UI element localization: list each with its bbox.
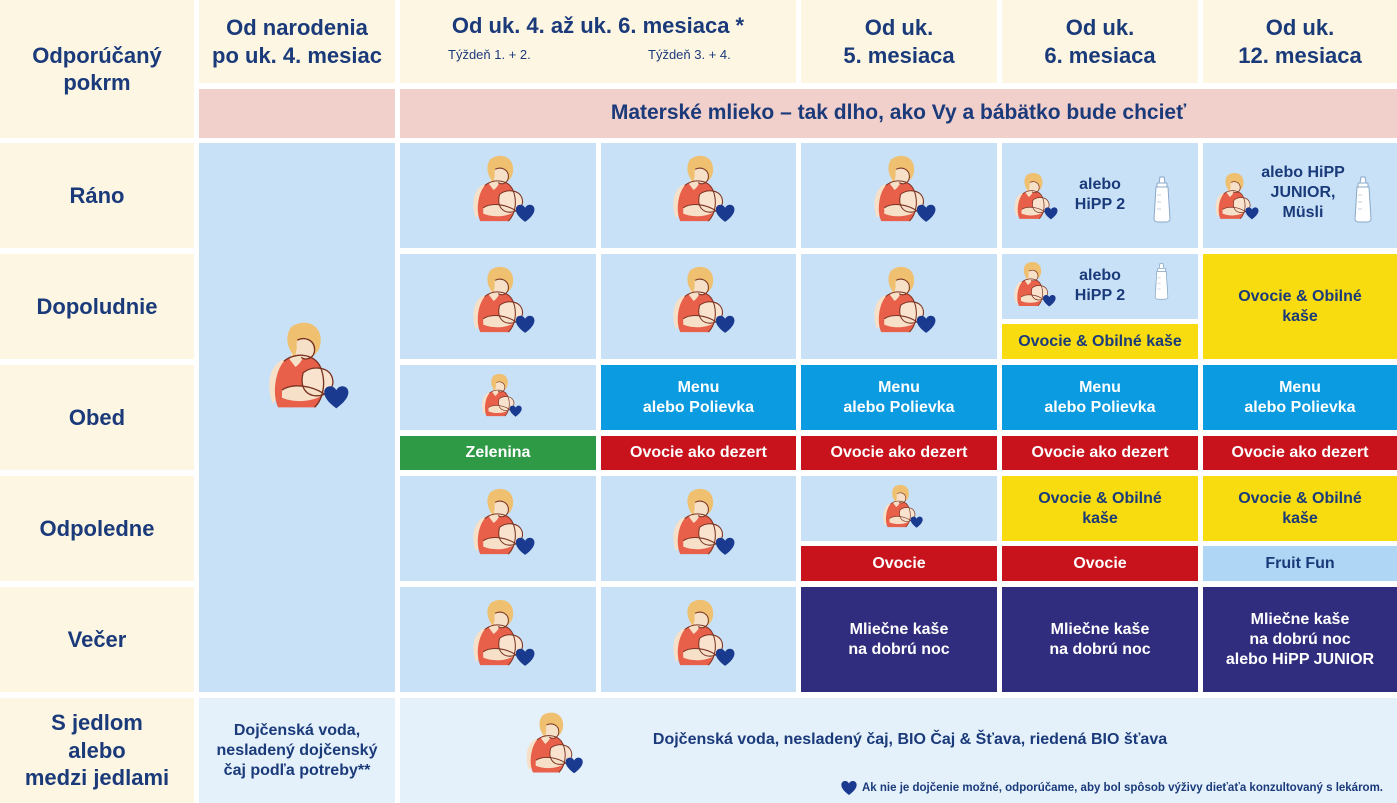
birth-drinks-cell: [199, 698, 395, 803]
row-label-odpoledne: [0, 476, 194, 581]
obed-w34-menu-text: Menu alebo Polievka: [642, 378, 755, 416]
breastfeeding-mother-icon: [1008, 171, 1060, 229]
rano-m12-cell: [1203, 143, 1397, 248]
vecer-m12-milk-porridge-cell: [1203, 587, 1397, 692]
odpoledne-m5-fruit-text: Ovocie: [872, 554, 926, 572]
rano-w34-cell: [601, 143, 796, 248]
baby-bottle-icon: [1351, 175, 1375, 229]
vecer-m5-milk-porridge-cell: [801, 587, 997, 692]
breastfeeding-mother-icon: [664, 264, 738, 344]
odpoledne-m5-top-cell: [801, 476, 997, 541]
col-header-12: [1203, 0, 1397, 83]
breastfeeding-mother-icon: [464, 597, 538, 677]
vecer-m5-milk-porridge-text: Mliečne kaše na dobrú noc: [848, 620, 950, 658]
corner-header: [0, 0, 194, 138]
dopoludnie-m6-fruit-cereal-text: Ovocie & Obilné kaše: [1018, 332, 1182, 350]
col-header-birth: [199, 0, 395, 83]
row-label-vecer-text: Večer: [67, 626, 127, 652]
week-1-2-label: Týždeň 1. + 2.: [448, 47, 531, 62]
row-label-dopoludnie: [0, 254, 194, 359]
obed-m12-dessert-cell: [1203, 436, 1397, 470]
obed-w12-vegetable-text: Zelenina: [465, 444, 531, 461]
breastfeeding-mother-icon: [664, 597, 738, 677]
breastfeeding-mother-icon: [877, 483, 925, 537]
odpoledne-w12-cell: [400, 476, 596, 581]
breastfeeding-mother-icon: [1008, 260, 1058, 316]
row-label-vecer: [0, 587, 194, 692]
col-header-5: [801, 0, 997, 83]
rano-m12-text: alebo HiPP JUNIOR, Müsli: [1261, 164, 1345, 221]
odpoledne-m12-fruit-fun-text: Fruit Fun: [1265, 554, 1335, 572]
breastfeeding-mother-icon: [865, 264, 939, 344]
baby-bottle-icon: [1152, 262, 1171, 306]
rano-m6-text: alebo HiPP 2: [1074, 176, 1126, 213]
breastfeeding-mother-icon: [664, 486, 738, 566]
obed-m6-menu-cell: [1002, 365, 1198, 430]
obed-w34-dessert-cell: [601, 436, 796, 470]
dopoludnie-m6-fruit-cereal-cell: [1002, 324, 1198, 359]
odpoledne-m5-fruit-cell: [801, 546, 997, 581]
obed-m5-dessert-cell: [801, 436, 997, 470]
breastfeeding-mother-icon: [257, 319, 353, 421]
obed-m12-menu-cell: [1203, 365, 1397, 430]
dopoludnie-w34-cell: [601, 254, 796, 359]
obed-m5-dessert-text: Ovocie ako dezert: [830, 444, 968, 461]
obed-w12-top-cell: [400, 365, 596, 430]
dopoludnie-m12-fruit-cereal-text: Ovocie & Obilné kaše: [1238, 287, 1362, 325]
breastfeeding-mother-icon: [1209, 171, 1261, 229]
col-header-6: [1002, 0, 1198, 83]
birth-breastfeeding-cell: [199, 143, 395, 692]
baby-bottle-icon: [1150, 175, 1174, 229]
breastfeeding-mother-icon: [464, 153, 538, 233]
drinks-wide-text: Dojčenská voda, nesladený čaj, BIO Čaj & Šťava, riedená BIO šťava: [652, 731, 1168, 748]
obed-m12-dessert-text: Ovocie ako dezert: [1231, 444, 1369, 461]
breastfeeding-mother-icon: [518, 710, 586, 784]
dopoludnie-m6-text: alebo HiPP 2: [1074, 267, 1126, 304]
week-3-4-label: Týždeň 3. + 4.: [648, 47, 731, 62]
corner-header-label: Odporúčaný pokrm: [32, 42, 162, 95]
vecer-m12-milk-porridge-text: Mliečne kaše na dobrú noc alebo HiPP JUNIOR: [1225, 610, 1375, 668]
obed-m12-menu-text: Menu alebo Polievka: [1244, 378, 1356, 416]
odpoledne-w34-cell: [601, 476, 796, 581]
odpoledne-m6-fruit-cereal-cell: [1002, 476, 1198, 541]
col-header-12-label: Od uk. 12. mesiaca: [1238, 15, 1362, 68]
obed-m6-menu-text: Menu alebo Polievka: [1044, 378, 1156, 416]
dopoludnie-m6-top-cell: [1002, 254, 1198, 319]
row-label-medzi-text: S jedlom alebo medzi jedlami: [24, 710, 170, 791]
breast-milk-banner: [400, 89, 1397, 138]
row-label-dopoludnie-text: Dopoludnie: [36, 293, 158, 319]
obed-w34-menu-cell: [601, 365, 796, 430]
breastfeeding-mother-icon: [464, 486, 538, 566]
col-header-5-label: Od uk. 5. mesiaca: [843, 15, 955, 68]
row-label-odpoledne-text: Odpoledne: [39, 515, 155, 541]
dopoludnie-m5-cell: [801, 254, 997, 359]
breastfeeding-mother-icon: [664, 153, 738, 233]
odpoledne-m12-fruit-cereal-text: Ovocie & Obilné kaše: [1238, 489, 1362, 527]
odpoledne-m12-fruit-cereal-cell: [1203, 476, 1397, 541]
obed-m5-menu-text: Menu alebo Polievka: [843, 378, 955, 416]
col-header-birth-label: Od narodenia po uk. 4. mesiac: [212, 15, 382, 68]
odpoledne-m6-fruit-cell: [1002, 546, 1198, 581]
obed-w12-vegetable-cell: [400, 436, 596, 470]
rano-w12-cell: [400, 143, 596, 248]
col-header-4-6-label: Od uk. 4. až uk. 6. mesiaca *: [451, 13, 745, 38]
odpoledne-m12-fruit-fun-cell: [1203, 546, 1397, 581]
odpoledne-m6-fruit-cereal-text: Ovocie & Obilné kaše: [1038, 489, 1162, 527]
dopoludnie-w12-cell: [400, 254, 596, 359]
row-label-rano-text: Ráno: [69, 182, 125, 208]
breastfeeding-mother-icon: [464, 264, 538, 344]
row-label-obed-text: Obed: [68, 404, 126, 430]
vecer-m6-milk-porridge-text: Mliečne kaše na dobrú noc: [1049, 620, 1151, 658]
vecer-m6-milk-porridge-cell: [1002, 587, 1198, 692]
breastfeeding-mother-icon: [476, 372, 524, 426]
birth-pink-strip: [199, 89, 395, 138]
dopoludnie-m12-fruit-cereal-cell: [1203, 254, 1397, 359]
breast-milk-banner-text: Materské mlieko – tak dlho, ako Vy a bábätko bude chcieť: [610, 101, 1187, 125]
row-label-obed: [0, 365, 194, 470]
obed-m6-dessert-text: Ovocie ako dezert: [1031, 444, 1169, 461]
birth-drinks-text: Dojčenská voda, nesladený dojčenský čaj podľa potreby**: [216, 721, 378, 779]
obed-m6-dessert-cell: [1002, 436, 1198, 470]
footnote-text: Ak nie je dojčenie možné, odporúčame, aby bol spôsob výživy dieťaťa konzultovaný s lekárom.: [862, 781, 1383, 794]
row-label-rano: [0, 143, 194, 248]
heart-icon: [841, 781, 857, 795]
row-label-medzi-jedlami: [0, 698, 194, 803]
footnote: [841, 781, 1383, 795]
vecer-w12-cell: [400, 587, 596, 692]
vecer-w34-cell: [601, 587, 796, 692]
obed-m5-menu-cell: [801, 365, 997, 430]
breastfeeding-mother-icon: [865, 153, 939, 233]
rano-m6-cell: [1002, 143, 1198, 248]
col-header-6-label: Od uk. 6. mesiaca: [1044, 15, 1156, 68]
rano-m5-cell: [801, 143, 997, 248]
obed-w34-dessert-text: Ovocie ako dezert: [630, 444, 767, 461]
col-header-4-6: [400, 0, 796, 83]
drinks-wide-cell: [400, 698, 1397, 803]
odpoledne-m6-fruit-text: Ovocie: [1073, 554, 1127, 572]
